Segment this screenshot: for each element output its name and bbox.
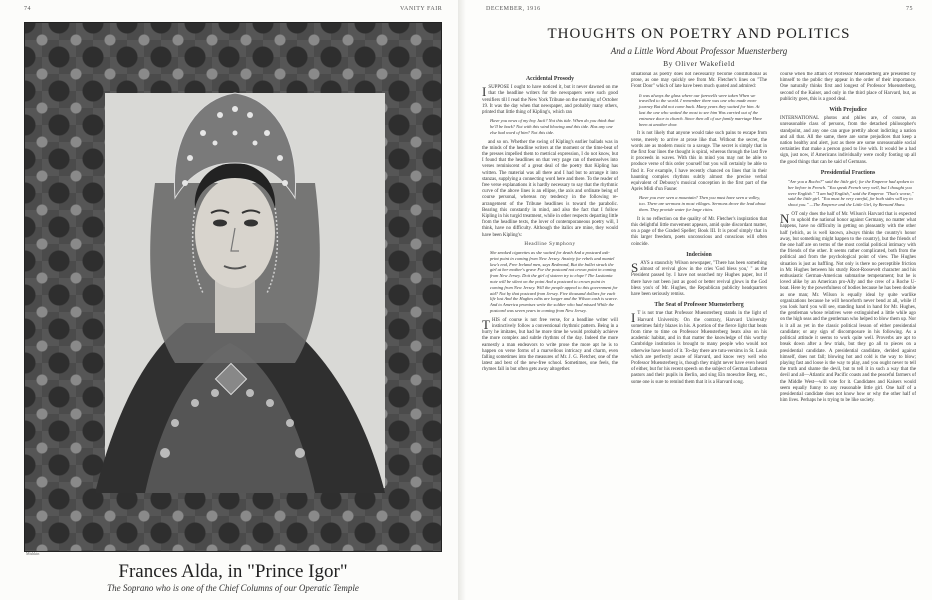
caption-subtitle: The Soprano who is one of the Chief Columns of our Operatic Temple	[107, 583, 359, 593]
drop-cap: S	[631, 260, 639, 276]
paragraph: It is not likely that anyone would take such pains to escape from verse, merely to arrive at prose like that. Without the secret, the words are as modern music to a savage. The secret is simply that in the first four lines the thought is spiral, whereas through the last five it proceeds in waves. With this in mind you may not be able to produce verse of this order yourself but you will certainly be able to find it. For example, I have recently chanced on lines that in their haunting complex rhythms subtly almost the precise verbal equivalent of Debussy's musical conception in the first part of the Après Midi d'un Faune:	[631, 131, 767, 193]
paragraph: course when the affairs of Professor Muensterberg are presented by himself to the public they appear in the order of their importance. One naturally thinks first and longest of Professor Muensterberg, second of the Kaiser, and only in the third place of Harvard, but, as publicity goes, this is a good deal.	[780, 72, 916, 102]
section-heading: Presidential Fractions	[820, 169, 876, 176]
section-heading: The Seat of Professor Muensterberg	[654, 302, 744, 309]
article-byline: By Oliver Wakefield	[663, 59, 735, 68]
face	[195, 178, 275, 288]
verse-block: Have you news of my boy Jack? Not this tide. When do you think that he'll be back? Not with this wind blowing and this tide. Has any one else had word of him? Not this tide.	[490, 118, 615, 135]
paragraph: NOT only does the half of Mr. Wilson's Harvard that is expected to uphold the national honor against Germany, no matter what happens, have no difficulty in getting on pleasantly with the other half (which, as is well known, always thinks the country's honor away, but something might happen to the country), but the friends of the one half are on terms of the most cordial political intimacy with the friends of the other. It seems rather complicated, both from the political and from the psychological point of view. The Hughes situation is just as baffling. Not only is there no perceptible friction in Mr. Hughes between his sturdy Root-Roosevelt character and his enthusiastic German-American submarine temperament; but he is loved alike by an American pro-Ally and the crew of a Roche U-boat. Here by the powerfulness of bodies because he has been double as one man; Mr. Wilson is equally ideal by quite warlike organizations because he will henceforth never bend at all, while if you look hard you will see, standing hand in hand for Mr. Hughes, the gentleman whose relatives were extinguished a little while ago on the high seas and the gentleman who helped to blow them up. Nor is it all as yet in the classic political lesson of either presidential candidate; or any sign of discomposure in his following. As a political attitude it seems to work quite well. Proverbs are apt to break down after a few trials, but they go all to pieces on a presidential candidate. A presidential candidate, derided against himself, does not fall; blowing hot and cold is the way to blow; playing fast and loose is the way to play, and you ought never to tell the truth and shame the devil, but to tell it in such a way that the devil and all—Atlantic and Pacific coasts and the peaceful farmers of the Middle West—will vote for it. Candidates and Kaisers would seem equally funny to any reasonable little girl. One half of a presidential candidate does not know how or why the other half of him lives. Perhaps he is trying to be like society.	[780, 211, 916, 404]
article-column-2	[631, 72, 767, 590]
drop-cap: N	[780, 211, 790, 227]
caption-title: Frances Alda, in "Prince Igor"	[118, 561, 348, 582]
paragraph: It is no reflection on the quality of Mr. Fletcher's inspiration that this delightful little movement appears, amid quite discordant matter, on a page of the Graded Speller; Book III. It is proof simply that in this larger freedom, poets unconscious and conscious will often coincide.	[631, 216, 767, 247]
verse-block: She smoked cigarettes as she waited for death And a postcard ask-print point in coming from New Jersey. Anxiety for rebels and mantel law's end, Free Ireland men, says Redmond, But the bullet struck the girl at her mother's grave For the postcard not crown point in coming from New Jersey. Doit the girl of sixteen try to elope? The Lusitania note will be silent on the point And a postcard to crown point in coming from New Jersey. Will the people appeal to this government for aid? Not by that postcard from Jersey. Five thousand dollars for each life lost And the Hughes edits are longer and the Wilson cash is scarce. And to America promises write the soldier who had missed While the postcard was seven years in coming from New Jersey.	[490, 250, 618, 314]
article-dek: And a Little Word About Professor Muensterberg	[610, 46, 788, 56]
verse-block: Have you ever seen a mountain? Then you must have seen a valley, too. There are sermons in most villages. Sermons drove the lead about them. They provide water for large cities.	[639, 195, 766, 213]
section-heading: Accidental Prosody	[525, 76, 575, 82]
section-heading: With Prejudice	[829, 107, 867, 114]
verse-block: It was always the glass where our farewells were taken When we travelled to the world. I remember there was one who made more journey But did not come back. Many years they waited for him. At last the one who waited the most to see him Was carried out of the entrance door to church. Since then all of our family marriage Have been at another door.	[639, 92, 763, 127]
epigraph-block: "Are you a Bocho?" said the little girl; for the Emperor had spoken to her before in French. "You speak French very well, but I thought you were English." "I am half English," said the Emperor. "That's worse," said the little girl. "You must be very careful, for both sides will try to shoot you." —The Emperor and the Little Girl, by Bernard Shaw.	[788, 179, 914, 208]
portrait-photo	[24, 22, 442, 552]
paragraph: THIS of course is not free verse, for a headline writer will instinctively follow a conventional rhythmic pattern. Being in a hurry he imitates, but had he more time he would probably achieve the more complex and subtle rhythms of the day. Indeed the more earnestly a man endeavors to write prose the more apt he is to happen on verse forms of a marvellous intricacy and charm, even falling sometimes into the measures of Mr. J. G. Fletcher, one of the latest and best of the new-free school. Sometimes, one feels, the rhymes fall in but often gets away altogether.	[482, 316, 618, 373]
section-heading: Indecision	[686, 251, 712, 258]
drop-cap: T	[482, 316, 490, 332]
paragraph: ISUPPOSE I ought to have noticed it, but it never dawned on me that the headline writers for the newspapers were such good versifiers till I read the New York Tribune on the morning of October 19. It was the day when that newspaper, and probably many others, printed that little thing of Kipling's, which ran	[482, 84, 618, 116]
article-column-3	[780, 72, 916, 590]
running-head-left: VANITY FAIR	[400, 6, 443, 12]
page-number-right: 75	[906, 6, 913, 12]
drop-cap: I	[631, 310, 636, 326]
paragraph: and so on. Whether the swing of Kipling's earlier ballads was in the minds of the headline writers at the moment or the time-beat of the presses impelled them to metrical expression, I do not know, but I found that the headlines on that very page ran of themselves into verses reminiscent of a great deal of the poetry that Kipling has written. The material was all there and I had but to arrange it into stanzas, supplying a connecting word here and there. To the reader of free verse explanations it is hardly necessary to say that the rhythmic curve of the above lines is an ellipse, the axis and ordinate being of course personal, whereas my tendency in the following re-arrangement of the Tribune headlines is toward the parabolic. Bearing this constantly in mind, and also the fact that I follow Kipling in his turgid treatment, while in other respects departing little from the headline texts, the lover of contemporaneous poetry will, I think, have no difficulty. Although the italics are mine, they would have been Kipling's:	[482, 139, 618, 238]
article-column-1	[482, 72, 618, 590]
drop-cap: I	[482, 84, 487, 100]
page-gutter	[458, 0, 466, 600]
paragraph: situational as poetry does not necessarily become constitutional as prose, as one may quickly see from Mr. Fletcher's lines on "The Front Door" which of late have been much quoted and admired:	[631, 72, 767, 90]
left-page	[0, 0, 458, 600]
paragraph: SAYS a staunchly Wilson newspaper, "There has been something almost of revival glow in the cries 'God bless you,' " as the President passed by. I have not searched my Hughes paper, but if there have not been just as good or better revival glows in the God bless you's of Mr. Hughes, the Republican publicity headquarters have been seriously remiss.	[631, 260, 767, 298]
date-head: DECEMBER, 1916	[486, 6, 541, 12]
article-headline: THOUGHTS ON POETRY AND POLITICS	[547, 26, 851, 42]
page-number-left: 74	[24, 6, 31, 12]
subsection-heading: Headline Symphony	[524, 241, 576, 247]
paragraph: INTERNATIONAL photos and philes are, of course, an unreasonable class of persons, from the detached philosopher's standpoint, and any one can argue prettily about indicting a nation and all that. All the same, there are some prejudices that keep a nation healthy and alert, just as there are some unreasonable social certainties that make a person good to live with. It would be a bad sign, just now, if Americans individually were coolly footing up all the good things that can be said of Germans.	[780, 116, 916, 165]
paragraph: I T is not true that Professor Muensterberg stands in the light of Harvard University. On the contrary, Harvard University sometimes fairly blazes in his. A portion of the fierce light that beats from time to time on Professor Muensterberg beats also on his academic habitat, and in that matter the knowledge of this worthy Cambridge institution is brought to many people who would not otherwise have heard of it. To-day there are tutu-versims in St. Louis which are perfectly aware of Harvard, and know very well who Professor Muensterberg is, though they might never have even heard of either, but for his recent speech on the subject of German Lutheran pastors and their pupils in Berlin, and sing Ein moeschte Berg, etc., some one is sure to remind them that it is a Harvard song.	[631, 310, 767, 385]
photo-credit: Mishkin	[26, 551, 40, 556]
figure-illustration	[25, 23, 442, 552]
